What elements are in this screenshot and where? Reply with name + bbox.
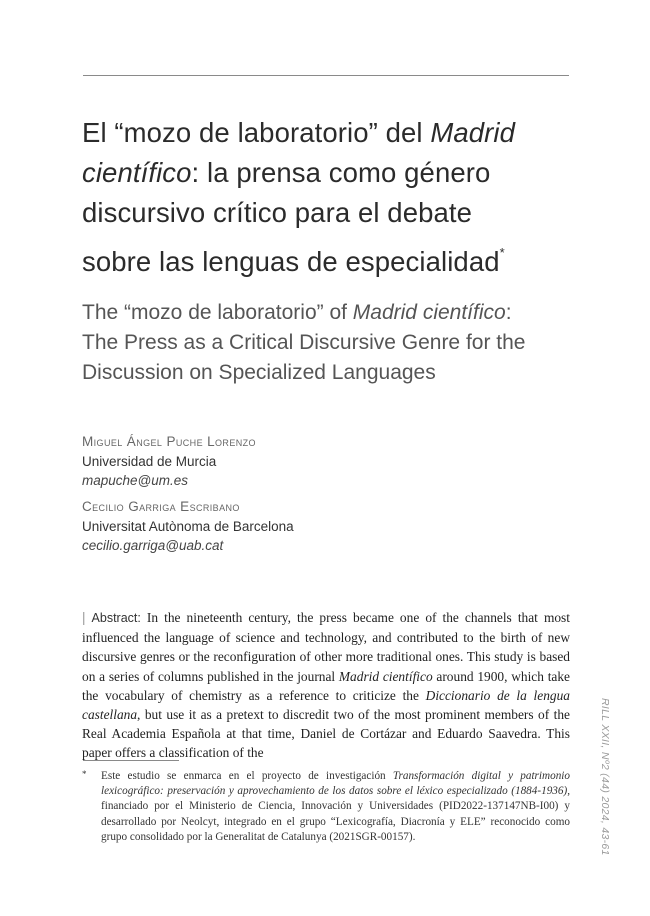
title-es-line-1: El “mozo de laboratorio” del Madrid	[82, 117, 516, 148]
author-name: Cecilio Garriga Escribano	[82, 499, 240, 514]
footnote-rule	[83, 760, 179, 761]
author-list	[82, 432, 482, 555]
title-footnote-mark[interactable]: *	[499, 245, 505, 260]
author-affiliation: Universidad de Murcia	[82, 454, 217, 469]
author-name: Miguel Ángel Puche Lorenzo	[82, 434, 256, 449]
journal-side-reference: RILL XXII, Nº2 (44) 2024, 43-61	[599, 698, 611, 856]
title-en-line-1: The “mozo de laboratorio” of Madrid científico:	[82, 301, 512, 324]
abstract-bar: |	[82, 610, 86, 625]
footnote	[82, 769, 570, 845]
top-rule	[83, 75, 569, 76]
title-es-line-4: sobre las lenguas de especialidad*	[82, 245, 505, 277]
title-spanish	[82, 113, 582, 282]
footnote-text: Este estudio se enmarca en el proyecto de investigación Transformación digital y patrimonio lexicográfico: preservación y aprovechamiento de los datos sobre el léxico especializado (1884-1936), financiado por el Ministerio de Ciencia, Innovación y Universidades (PID2022-137147NB-I00) y desarrollado por Neolcyt, integrado en el grupo “Lexicografía, Diacronía y ELE” reconocido como grupo consolidado por la Generalitat de Catalunya (2021SGR-00157).	[101, 770, 570, 843]
title-es-line-2: científico: la prensa como género	[82, 157, 491, 188]
title-en-line-2: The Press as a Critical Discursive Genre for the	[82, 331, 526, 354]
abstract-label: Abstract:	[91, 611, 141, 625]
author-affiliation: Universitat Autònoma de Barcelona	[82, 519, 294, 534]
title-es-line-3: discursivo crítico para el debate	[82, 197, 473, 228]
footnote-mark: *	[82, 769, 87, 779]
author-entry	[82, 432, 482, 490]
title-en-line-3: Discussion on Specialized Languages	[82, 361, 436, 384]
author-email[interactable]: mapuche@um.es	[82, 473, 189, 488]
author-entry	[82, 497, 482, 555]
abstract-paragraph: | Abstract: In the nineteenth century, the press became one of the channels that most influenced the language of science and technology, and contributed to the birth of new discursive genres or the reconfiguration of other more traditional ones. This study is based on a series of columns published in the journal Madrid científico around 1900, which take the vocabulary of chemistry as a reference to criticize the Diccionario de la lengua castellana, but use it as a pretext to discredit two of the most prominent members of the Real Academia Española at that time, Daniel de Cortázar and Eduardo Saavedra. This paper offers a classification of the	[82, 610, 571, 761]
title-english	[82, 298, 582, 388]
author-email[interactable]: cecilio.garriga@uab.cat	[82, 538, 224, 553]
